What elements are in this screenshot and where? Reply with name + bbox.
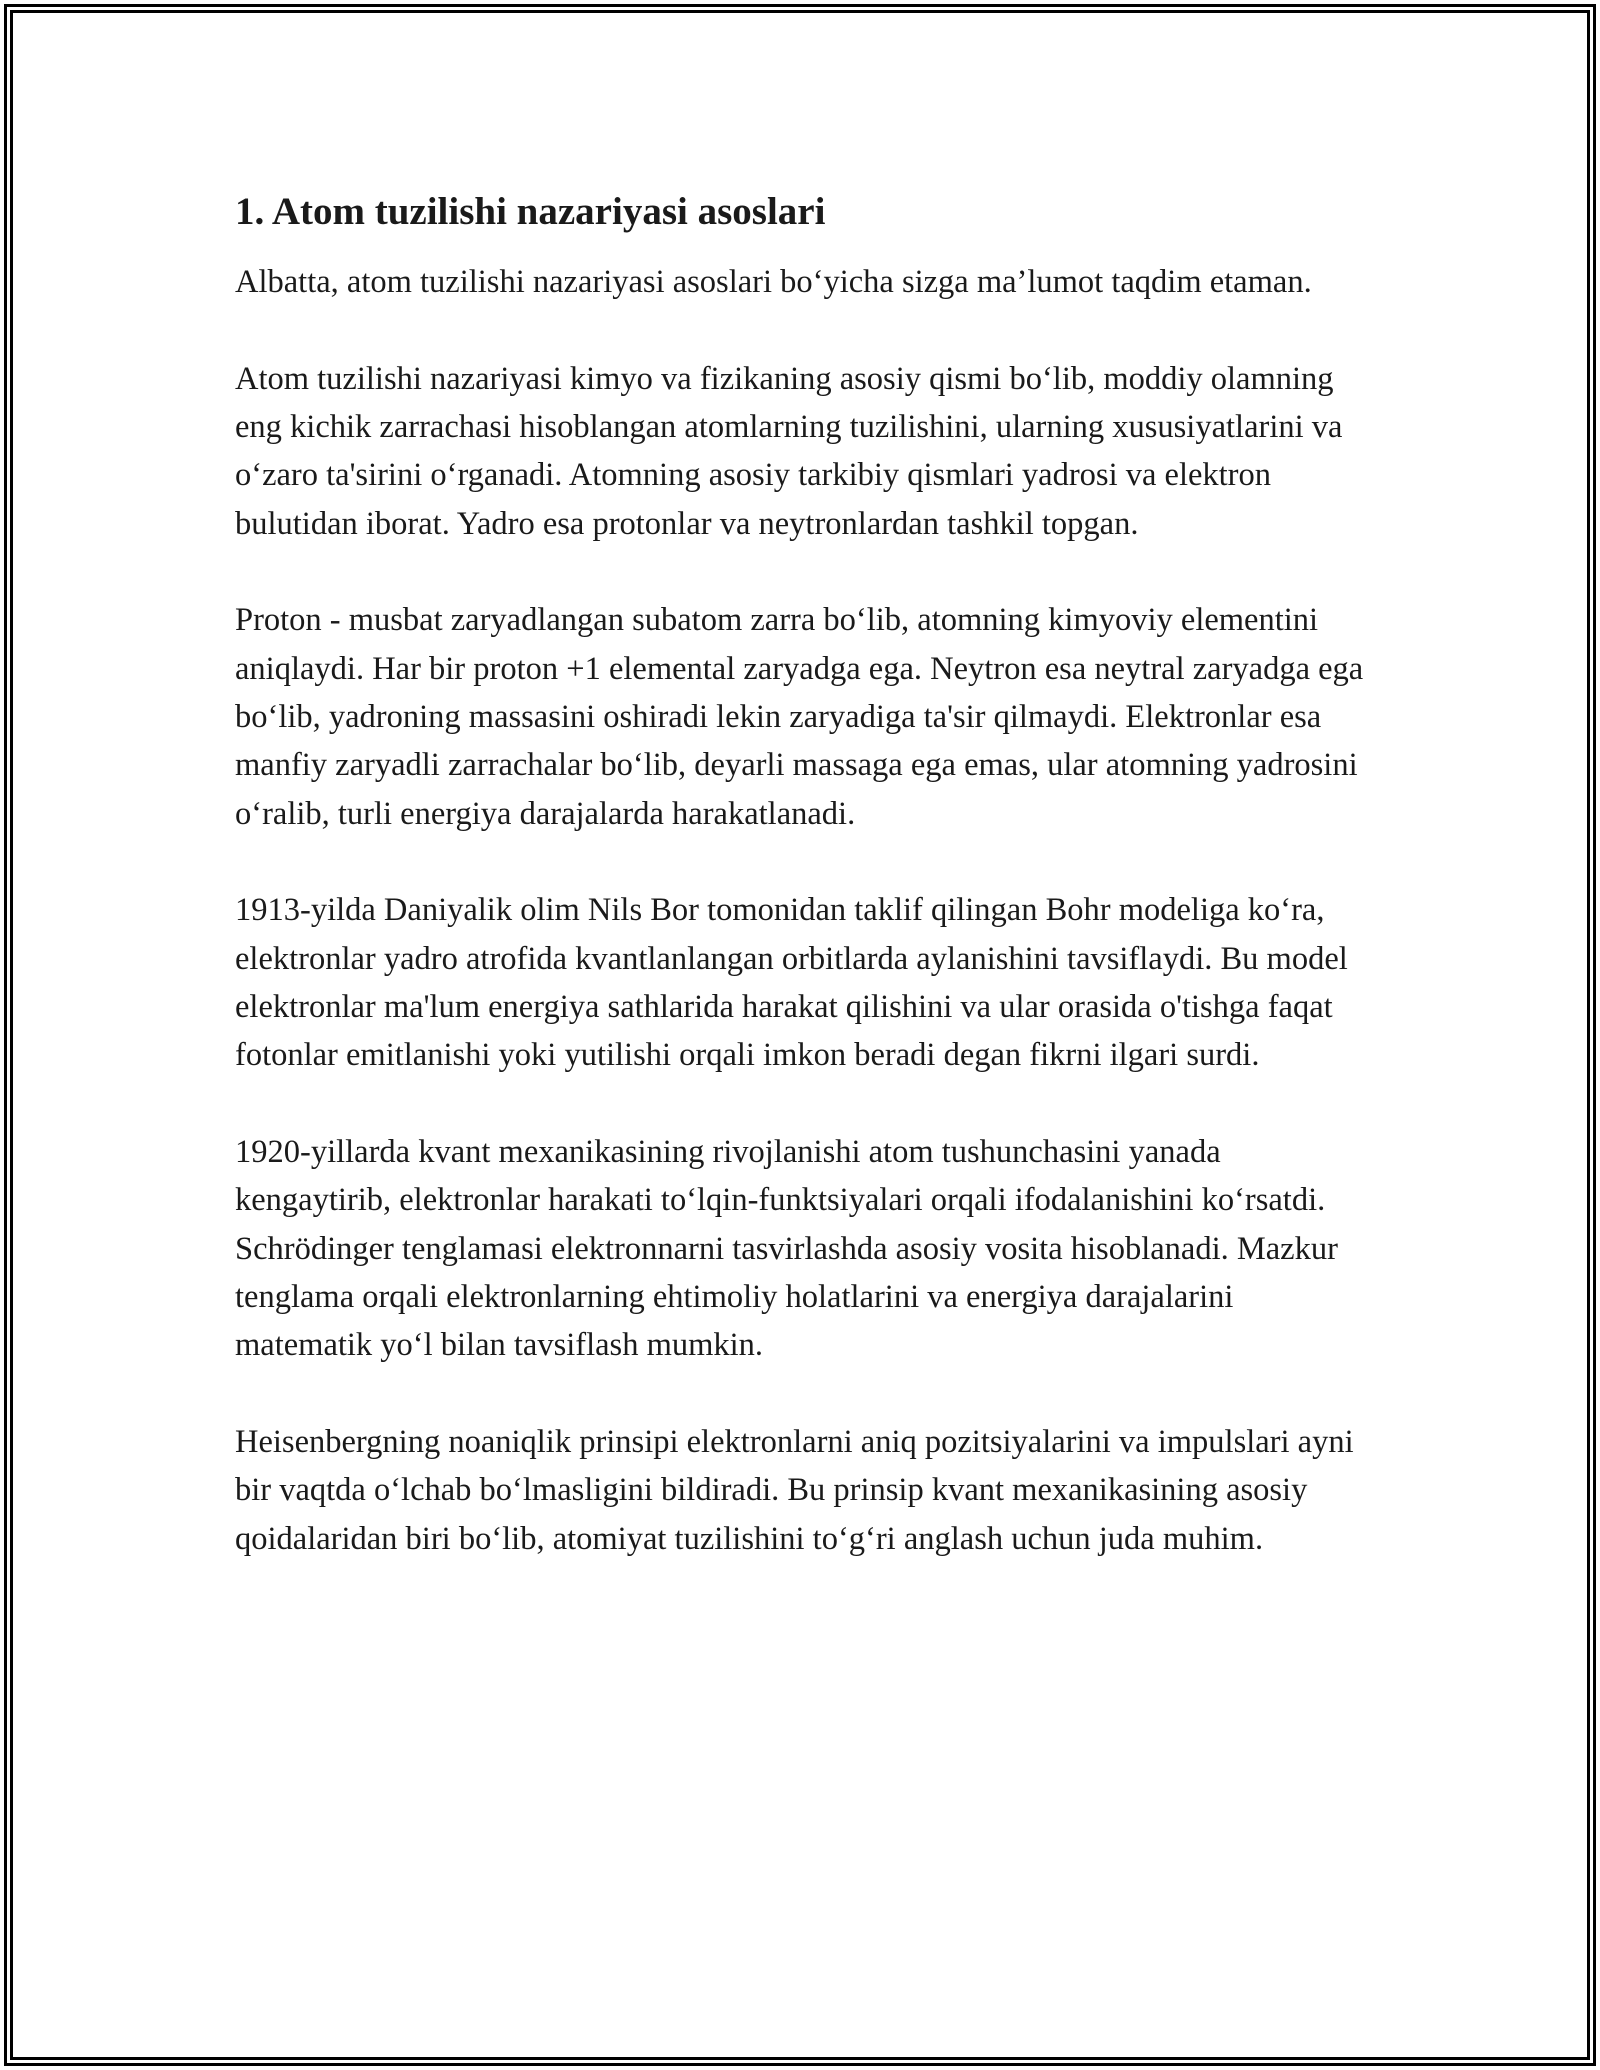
paragraph-bohr-model: 1913-yilda Daniyalik olim Nils Bor tomonidan taklif qilingan Bohr modeliga ko‘ra, elektronlar yadro atrofida kvantlanlangan orbitlarda aylanishini tavsiflaydi. Bu model elektronlar ma'lum energiya sathlarida harakat qilishini va ular orasida o'tishga faqat fotonlar emitlanishi yoki yutilishi orqali imkon beradi degan fikrni ilgari surdi. <box>235 892 1348 1074</box>
paragraph-quantum-mechanics: 1920-yillarda kvant mexanikasining rivojlanishi atom tushunchasini yanada kengaytirib, elektronlar harakati to‘lqin-funktsiyalari orqali ifodalanishini ko‘rsatdi. Schrödinger tenglamasi elektronnarni tasvirlashda asosiy vosita hisoblanadi. Mazkur tenglama orqali elektronlarning ehtimoliy holatlarini va energiya darajalarini matematik yo‘l bilan tavsiflash mumkin. <box>235 1134 1338 1364</box>
section-heading: 1. Atom tuzilishi nazariyasi asoslari <box>235 190 826 233</box>
paragraph-atom-structure: Atom tuzilishi nazariyasi kimyo va fizikaning asosiy qismi bo‘lib, moddiy olamning eng kichik zarrachasi hisoblangan atomlarning tuzilishini, ularning xususiyatlarini va o‘zaro ta'sirini o‘rganadi. Atomning asosiy tarkibiy qismlari yadrosi va elektron bulutidan iborat. Yadro esa protonlar va neytronlardan tashkil topgan. <box>235 360 1343 542</box>
paragraph-uncertainty-principle: Heisenbergning noaniqlik prinsipi elektronlarni aniq pozitsiyalarini va impulslari ayni bir vaqtda o‘lchab bo‘lmasligini bildiradi. Bu prinsip kvant mexanikasining asosiy qoidalaridan biri bo‘lib, atomiyat tuzilishini to‘g‘ri anglash uchun juda muhim. <box>235 1424 1354 1557</box>
paragraph-particles: Proton - musbat zaryadlangan subatom zarra bo‘lib, atomning kimyoviy elementini aniqlaydi. Har bir proton +1 elemental zaryadga ega. Neytron esa neytral zaryadga ega bo‘lib, yadroning massasini oshiradi lekin zaryadiga ta'sir qilmaydi. Elektronlar esa manfiy zaryadli zarrachalar bo‘lib, deyarli massaga ega emas, ular atomning yadrosini o‘ralib, turli energiya darajalarda harakatlanadi. <box>235 602 1364 832</box>
paragraph-intro: Albatta, atom tuzilishi nazariyasi asoslari bo‘yicha sizga ma’lumot taqdim etaman. <box>235 264 1312 300</box>
document-body <box>235 188 1370 1612</box>
